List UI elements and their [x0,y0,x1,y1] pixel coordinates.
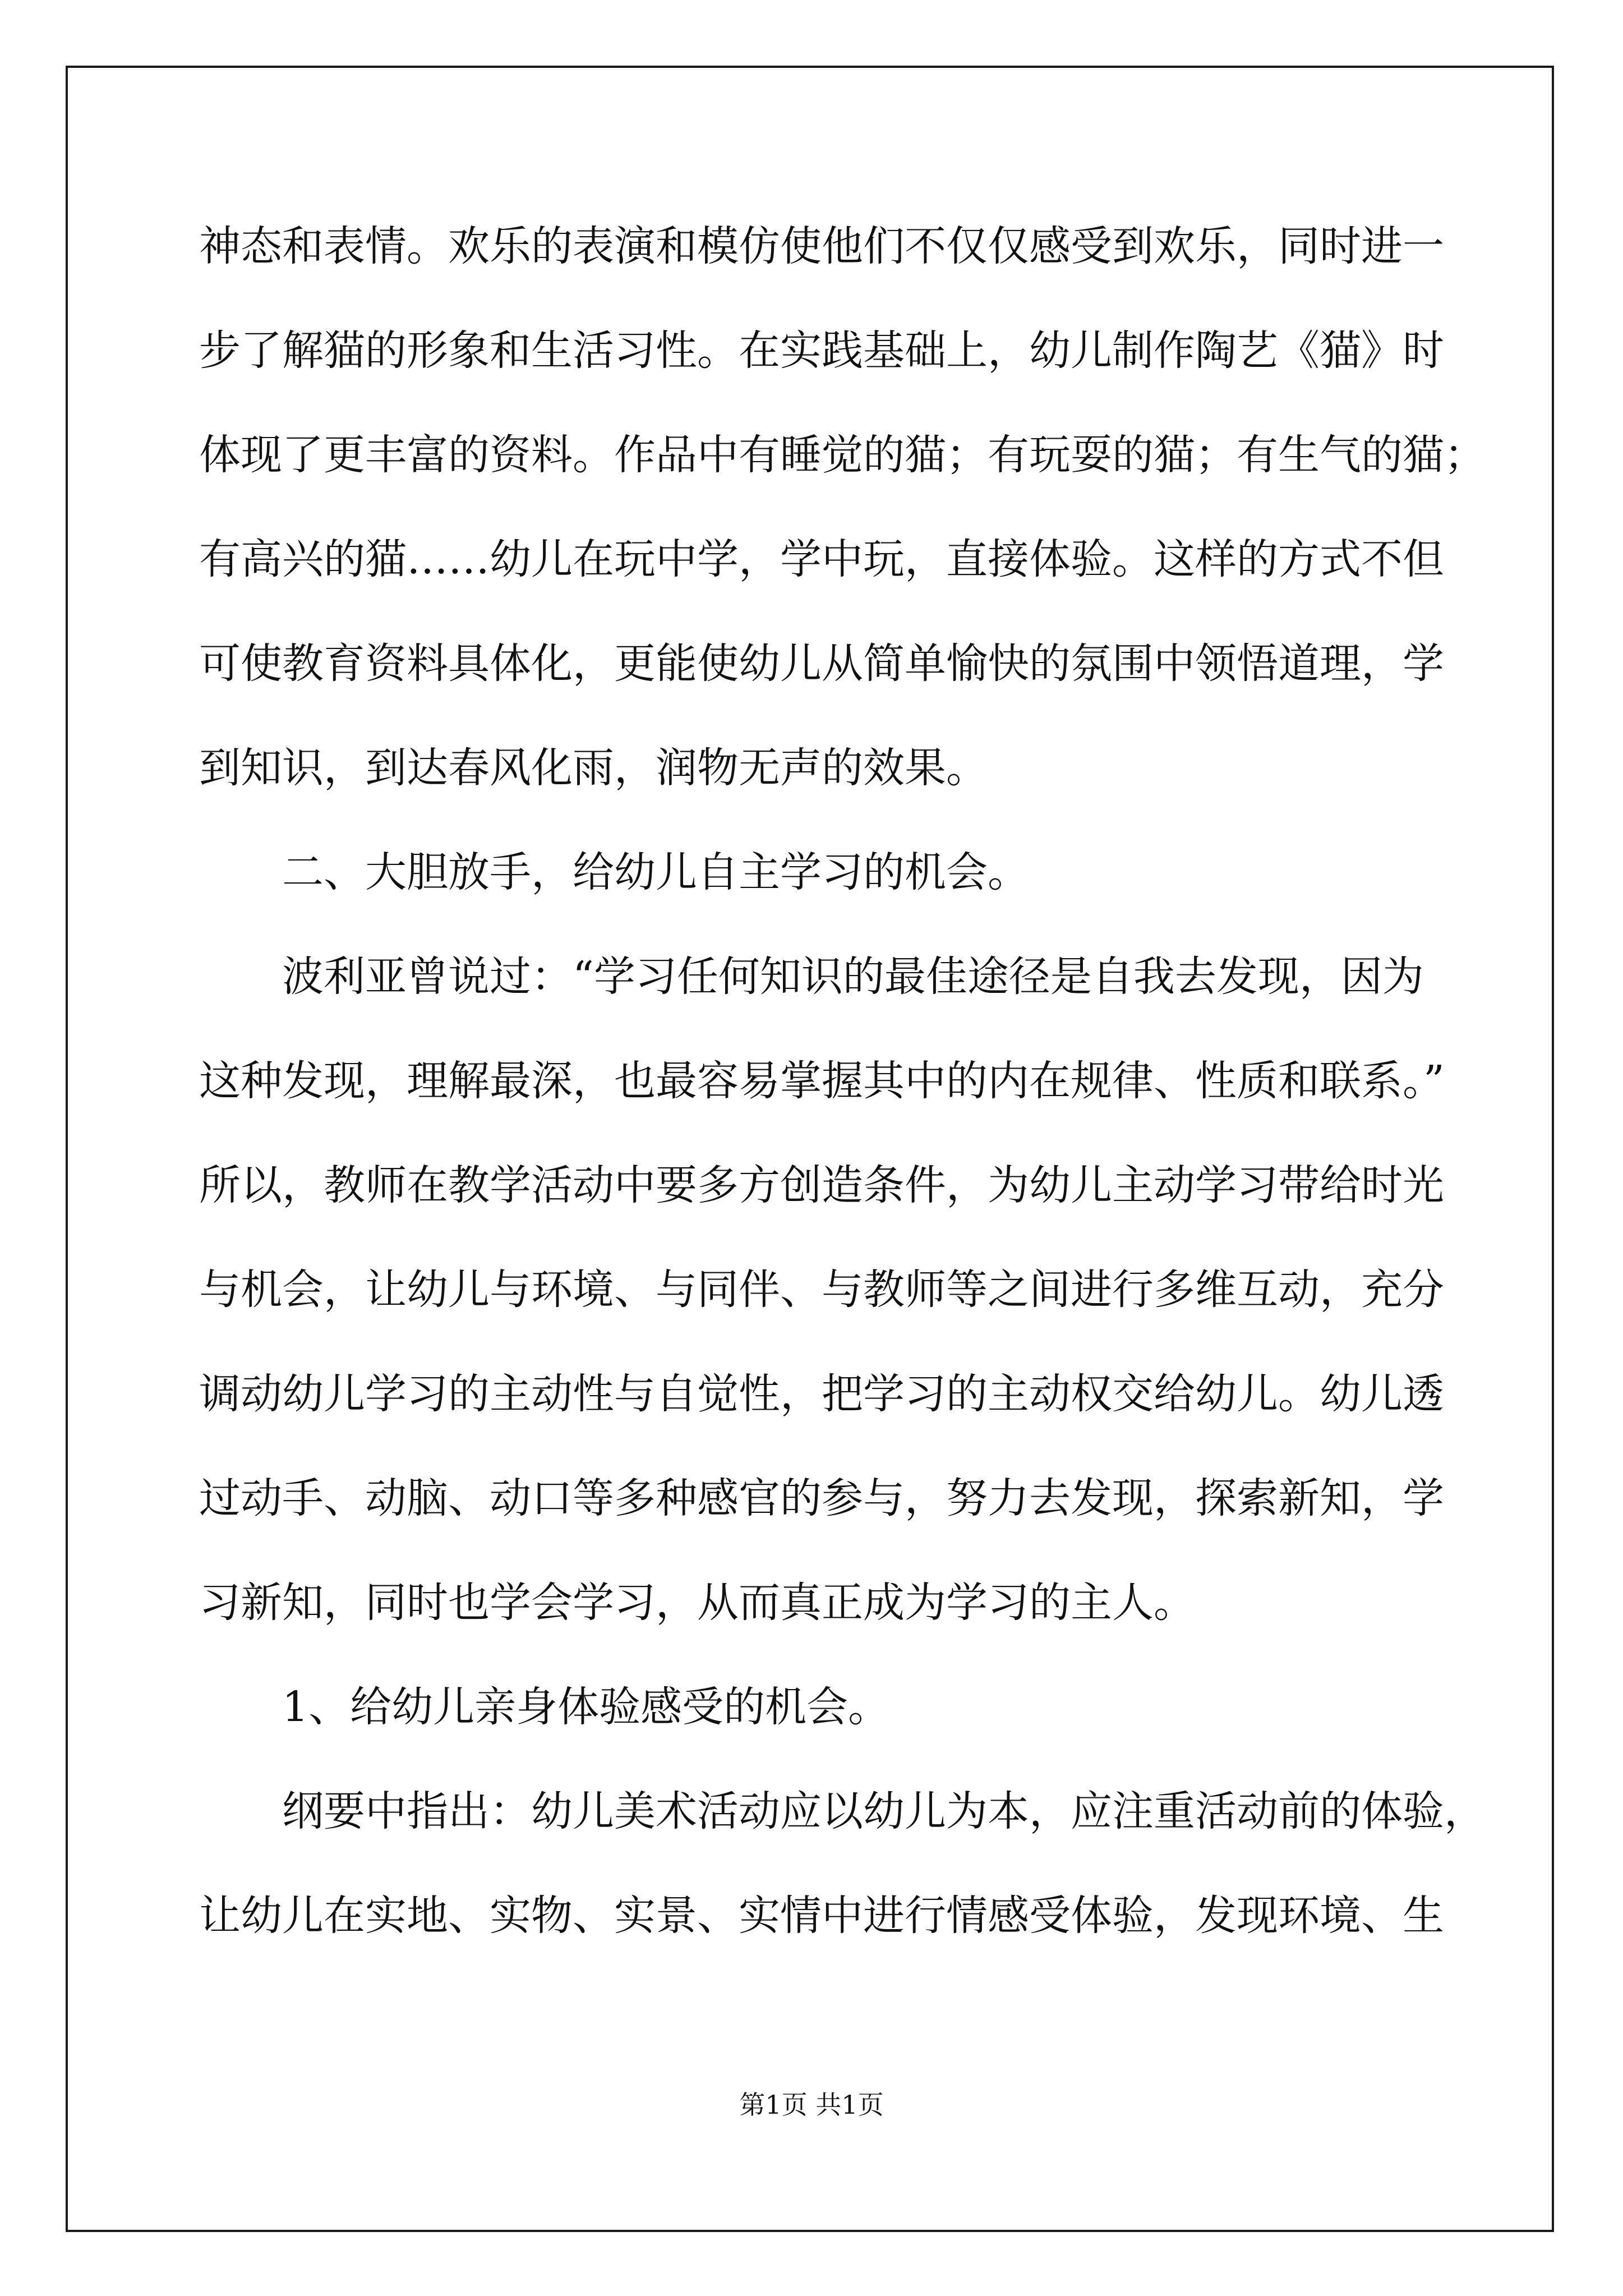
section-heading: 二、大胆放手，给幼儿自主学习的机会。 [282,848,1029,896]
text-line: 调动幼儿学习的主动性与自觉性，把学习的主动权交给幼儿。幼儿透 [199,1370,1444,1418]
text-line: 过动手、动脑、动口等多种感官的参与，努力去发现，探索新知，学 [199,1474,1444,1522]
text-line: 让幼儿在实地、实物、实景、实情中进行情感受体验，发现环境、生 [199,1892,1444,1940]
text-line: 到知识，到达春风化雨，润物无声的效果。 [199,744,988,792]
text-line: 所以，教师在教学活动中要多方创造条件，为幼儿主动学习带给时光 [199,1161,1444,1209]
text-line: 波利亚曾说过：“学习任何知识的最佳途径是自我去发现，因为 [282,953,1424,1001]
text-line: 习新知，同时也学会学习，从而真正成为学习的主人。 [199,1579,1195,1627]
subsection-heading: 1、给幼儿亲身体验感受的机会。 [282,1683,890,1731]
document-body [199,194,1486,1968]
text-line: 有高兴的猫……幼儿在玩中学，学中玩，直接体验。这样的方式不但 [199,535,1444,583]
text-line: 可使教育资料具体化，更能使幼儿从简单愉快的氛围中领悟道理，学 [199,639,1444,688]
text-line: 这种发现，理解最深，也最容易掌握其中的内在规律、性质和联系。” [199,1057,1445,1105]
text-line: 步了解猫的形象和生活习性。在实践基础上，幼儿制作陶艺《猫》时 [199,326,1444,375]
text-line: 与机会，让幼儿与环境、与同伴、与教师等之间进行多维互动，充分 [199,1266,1444,1314]
text-line: 神态和表情。欢乐的表演和模仿使他们不仅仅感受到欢乐，同时进一 [199,222,1444,270]
text-line: 纲要中指出：幼儿美术活动应以幼儿为本，应注重活动前的体验， [282,1787,1486,1835]
page-number-footer: 第1页 共1页 [739,2090,884,2120]
text-line: 体现了更丰富的资料。作品中有睡觉的猫；有玩耍的猫；有生气的猫； [199,431,1486,479]
